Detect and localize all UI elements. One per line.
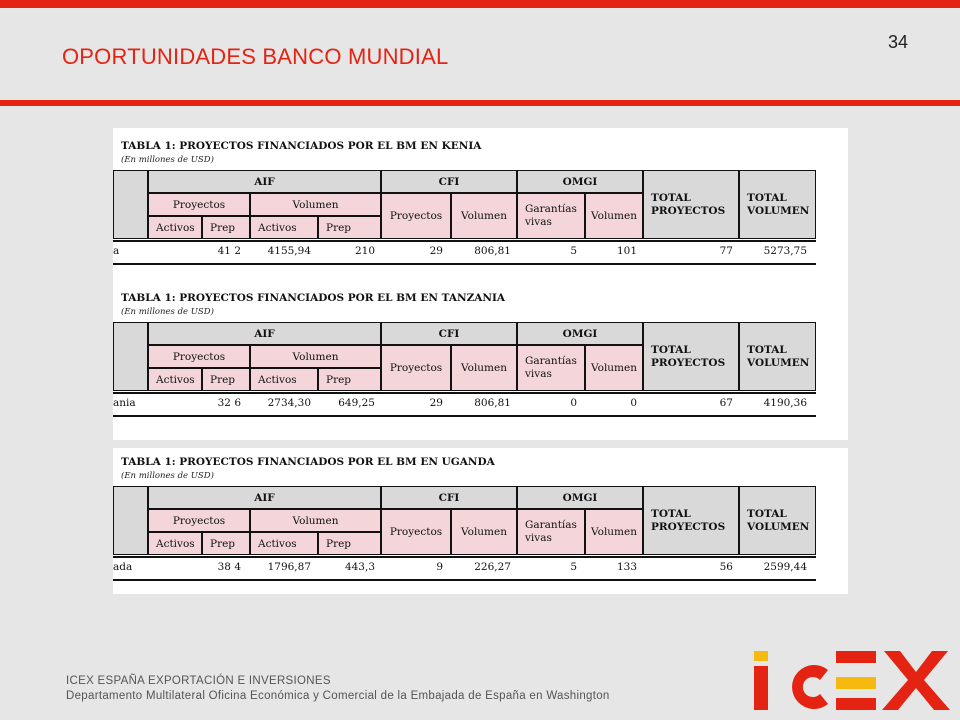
table-cell-value: 56 <box>719 561 733 573</box>
header-total-proyectos: TOTAL PROYECTOS <box>643 170 739 239</box>
page-number: 34 <box>888 32 909 52</box>
row-label: ania <box>113 397 136 409</box>
table-subtitle: (En millones de USD) <box>121 307 214 317</box>
table-bottom-rule <box>113 263 816 265</box>
header-aif-proyectos: Proyectos <box>148 193 250 216</box>
table-bottom-rule <box>113 415 816 417</box>
header-aif-proyectos-prep: Prep <box>202 532 250 555</box>
header-aif: AIF <box>148 486 381 509</box>
header-cfi: CFI <box>381 322 517 345</box>
header-aif-volumen-activos: Activos <box>250 368 318 391</box>
table-cell-value: 649,25 <box>338 397 375 409</box>
header-cfi: CFI <box>381 170 517 193</box>
table-cell-value: 2734,30 <box>267 397 311 409</box>
header-cfi-proyectos: Proyectos <box>381 509 451 555</box>
header-aif-volumen-activos: Activos <box>250 532 318 555</box>
table-subtitle: (En millones de USD) <box>121 155 214 165</box>
table-cell-value: 38 <box>217 561 231 573</box>
table-cell-value: 32 <box>217 397 231 409</box>
header-aif-proyectos-activos: Activos <box>148 216 202 239</box>
header-aif: AIF <box>148 170 381 193</box>
table-cell-value: 4 <box>234 561 241 573</box>
table-cell-value: 2599,44 <box>763 561 807 573</box>
table-cell-value: 29 <box>429 397 443 409</box>
table-cell-value: 226,27 <box>474 561 511 573</box>
table-cell-value: 5 <box>570 245 577 257</box>
header-aif-volumen: Volumen <box>250 345 381 368</box>
header-cfi-volumen: Volumen <box>451 345 517 391</box>
header-total-volumen: TOTAL VOLUMEN <box>739 170 816 239</box>
header-omgi-garantias: Garantías vivas <box>517 345 585 391</box>
header-aif: AIF <box>148 322 381 345</box>
header-omgi-volumen: Volumen <box>585 509 643 555</box>
stub-header <box>113 322 148 391</box>
table-cell-value: 41 <box>217 245 231 257</box>
row-label: ada <box>113 561 133 573</box>
header-aif-volumen: Volumen <box>250 193 381 216</box>
table-cell-value: 67 <box>719 397 733 409</box>
stub-header <box>113 170 148 239</box>
header-aif-proyectos-activos: Activos <box>148 368 202 391</box>
table-bottom-rule <box>113 579 816 581</box>
header-aif-proyectos-prep: Prep <box>202 368 250 391</box>
table-cell-value: 133 <box>616 561 637 573</box>
header-omgi-garantias: Garantías vivas <box>517 193 585 239</box>
header-cfi-proyectos: Proyectos <box>381 345 451 391</box>
table-cell-value: 101 <box>616 245 637 257</box>
table-cell-value: 443,3 <box>344 561 375 573</box>
table-cell-value: 29 <box>429 245 443 257</box>
table-cell-value: 6 <box>234 397 241 409</box>
header-aif-volumen-activos: Activos <box>250 216 318 239</box>
header-total-volumen: TOTAL VOLUMEN <box>739 486 816 555</box>
table-cell-value: 9 <box>436 561 443 573</box>
header-omgi-volumen: Volumen <box>585 345 643 391</box>
table-cell-value: 2 <box>234 245 241 257</box>
header-cfi: CFI <box>381 486 517 509</box>
header-total-volumen: TOTAL VOLUMEN <box>739 322 816 391</box>
slide-title: OPORTUNIDADES BANCO MUNDIAL <box>62 44 449 69</box>
table-cell-value: 806,81 <box>474 397 511 409</box>
table-cell-value: 4155,94 <box>267 245 311 257</box>
table-cell-value: 77 <box>719 245 733 257</box>
header-bottom-rule <box>113 392 816 394</box>
header-omgi: OMGI <box>517 170 643 193</box>
header-bottom-rule <box>113 240 816 242</box>
table-cell-value: 0 <box>570 397 577 409</box>
table-title: TABLA 1: PROYECTOS FINANCIADOS POR EL BM EN UGANDA <box>121 456 495 468</box>
header-total-proyectos: TOTAL PROYECTOS <box>643 486 739 555</box>
header-cfi-volumen: Volumen <box>451 193 517 239</box>
header-aif-proyectos: Proyectos <box>148 509 250 532</box>
header-aif-proyectos-activos: Activos <box>148 532 202 555</box>
header-bottom-rule <box>113 556 816 558</box>
header-cfi-proyectos: Proyectos <box>381 193 451 239</box>
table-title: TABLA 1: PROYECTOS FINANCIADOS POR EL BM EN KENIA <box>121 140 482 152</box>
table-title: TABLA 1: PROYECTOS FINANCIADOS POR EL BM EN TANZANIA <box>121 292 506 304</box>
table-cell-value: 5273,75 <box>763 245 807 257</box>
top-red-bar <box>0 0 960 8</box>
table-cell-value: 0 <box>630 397 637 409</box>
table-cell-value: 4190,36 <box>763 397 807 409</box>
tables-panel-lower <box>113 448 848 594</box>
table-cell-value: 1796,87 <box>267 561 311 573</box>
header-red-rule <box>0 100 960 106</box>
tables-panel-upper <box>113 128 848 440</box>
footer-organization: ICEX ESPAÑA EXPORTACIÓN E INVERSIONES <box>66 675 331 687</box>
row-label: a <box>113 245 120 257</box>
header-aif-volumen-prep: Prep <box>318 532 381 555</box>
table-subtitle: (En millones de USD) <box>121 471 214 481</box>
header-omgi-volumen: Volumen <box>585 193 643 239</box>
header-cfi-volumen: Volumen <box>451 509 517 555</box>
table-cell-value: 5 <box>570 561 577 573</box>
header-aif-volumen-prep: Prep <box>318 368 381 391</box>
header-aif-proyectos: Proyectos <box>148 345 250 368</box>
stub-header <box>113 486 148 555</box>
footer-department: Departamento Multilateral Oficina Económica y Comercial de la Embajada de España en Washington <box>66 690 610 702</box>
table-cell-value: 210 <box>354 245 375 257</box>
header-omgi: OMGI <box>517 486 643 509</box>
header-aif-volumen: Volumen <box>250 509 381 532</box>
icex-logo <box>748 648 956 716</box>
table-cell-value: 806,81 <box>474 245 511 257</box>
header-omgi-garantias: Garantías vivas <box>517 509 585 555</box>
header-omgi: OMGI <box>517 322 643 345</box>
header-total-proyectos: TOTAL PROYECTOS <box>643 322 739 391</box>
header-aif-proyectos-prep: Prep <box>202 216 250 239</box>
header-aif-volumen-prep: Prep <box>318 216 381 239</box>
